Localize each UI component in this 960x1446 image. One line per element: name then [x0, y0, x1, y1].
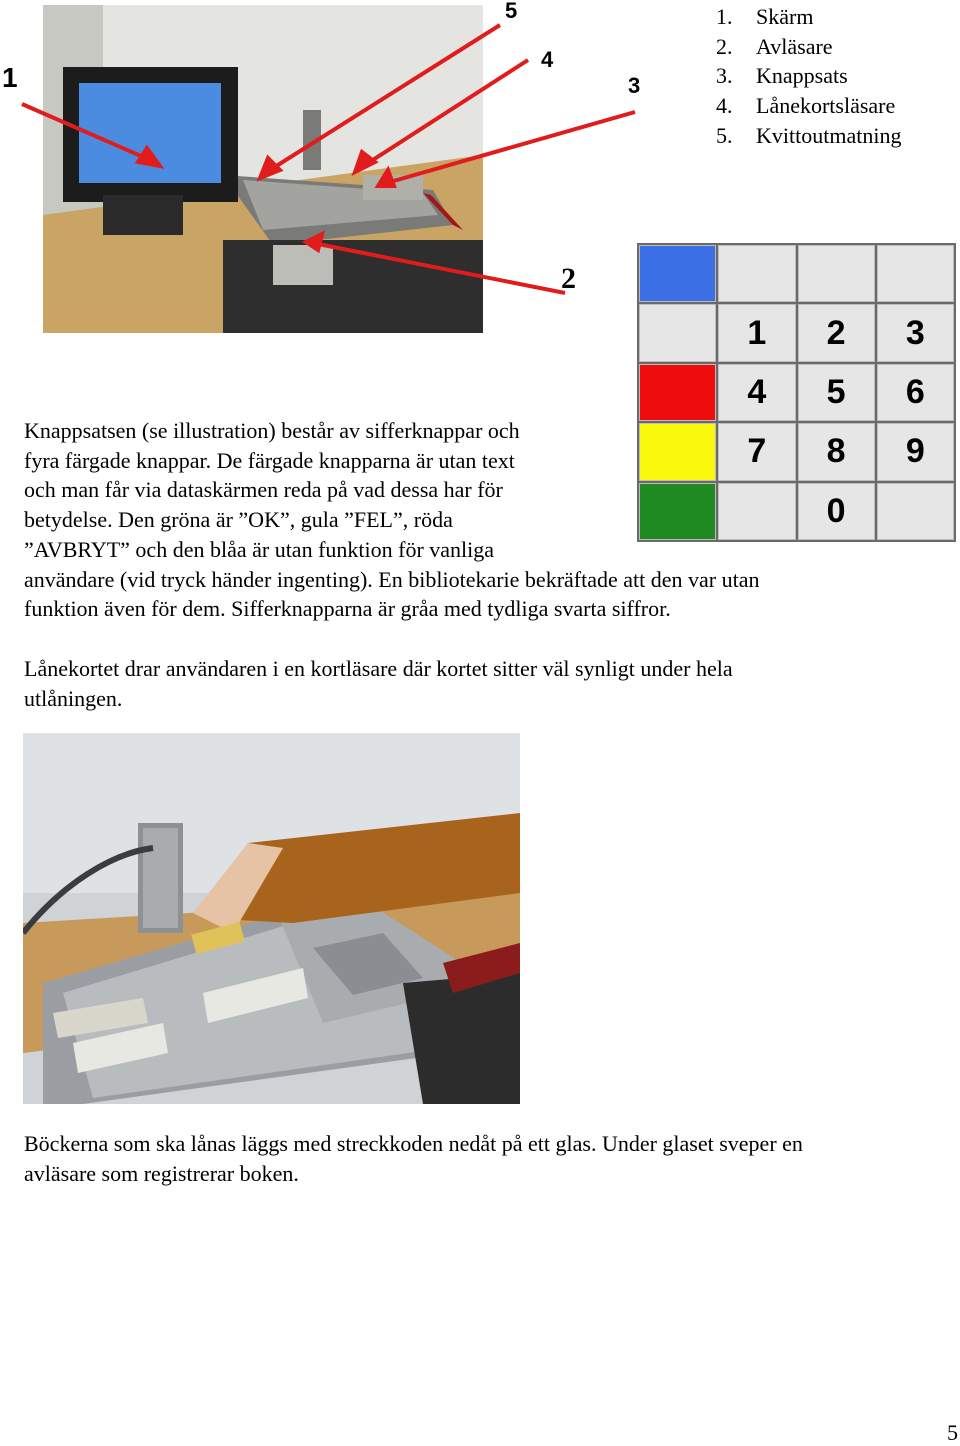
legend-item: 3. Knappsats — [716, 63, 848, 89]
blue-key — [639, 245, 716, 302]
text-line: utlåningen. — [24, 685, 123, 711]
digit-key-9: 9 — [877, 423, 954, 480]
text-line: Böckerna som ska lånas läggs med streckkoden nedåt på ett glas. Under glaset sveper en — [24, 1131, 803, 1156]
blank-key — [718, 245, 795, 302]
text-line: ”AVBRYT” och den blåa är utan funktion för vanliga — [24, 536, 495, 562]
text-line: fyra färgade knappar. De färgade knapparna är utan text — [24, 447, 515, 473]
callout-3: 3 — [628, 73, 641, 98]
text-line: betydelse. Den gröna är ”OK”, gula ”FEL”, röda — [24, 507, 453, 533]
component-legend — [716, 2, 901, 151]
digit-key-8: 8 — [798, 423, 875, 480]
text-line: funktion även för dem. Sifferknapparna är gråa med tydliga svarta siffror. — [24, 596, 671, 622]
callout-4: 4 — [541, 47, 554, 72]
text-line: användare (vid tryck händer ingenting). En bibliotekarie bekräftade att den var utan — [24, 566, 760, 592]
legend-item: 4. Lånekortsläsare — [716, 93, 896, 119]
blank-key — [639, 304, 716, 361]
legend-item: 5. Kvittoutmatning — [716, 122, 902, 148]
digit-key-0: 0 — [798, 483, 875, 540]
callout-1: 1 — [2, 62, 18, 93]
page-number: 5 — [947, 1420, 958, 1445]
callout-5: 5 — [505, 0, 518, 23]
card-reader-description — [24, 654, 733, 713]
digit-key-3: 3 — [877, 304, 954, 361]
card-reader-photo-image — [23, 733, 520, 1104]
books-description — [24, 1129, 803, 1188]
digit-key-1: 1 — [718, 304, 795, 361]
text-line: och man får via dataskärmen reda på vad dessa har för — [24, 477, 503, 503]
digit-key-2: 2 — [798, 304, 875, 361]
text-line: Lånekortet drar användaren i en kortläsare där kortet sitter väl synligt under hela — [24, 656, 733, 681]
digit-key-6: 6 — [877, 364, 954, 421]
callout-2: 2 — [561, 262, 576, 295]
digit-key-4: 4 — [718, 364, 795, 421]
text-line: Knappsatsen (se illustration) består av sifferknappar och — [24, 418, 520, 443]
blank-key — [877, 245, 954, 302]
keypad-description — [24, 416, 759, 624]
card-reader-photo — [23, 733, 520, 1104]
legend-item: 1. Skärm — [716, 4, 814, 29]
legend-item: 2. Avläsare — [716, 33, 833, 59]
digit-key-5: 5 — [798, 364, 875, 421]
red-key — [639, 364, 716, 421]
blank-key — [877, 483, 954, 540]
blank-key — [798, 245, 875, 302]
text-line: avläsare som registrerar boken. — [24, 1160, 299, 1186]
digit-key-7: 7 — [718, 423, 795, 480]
